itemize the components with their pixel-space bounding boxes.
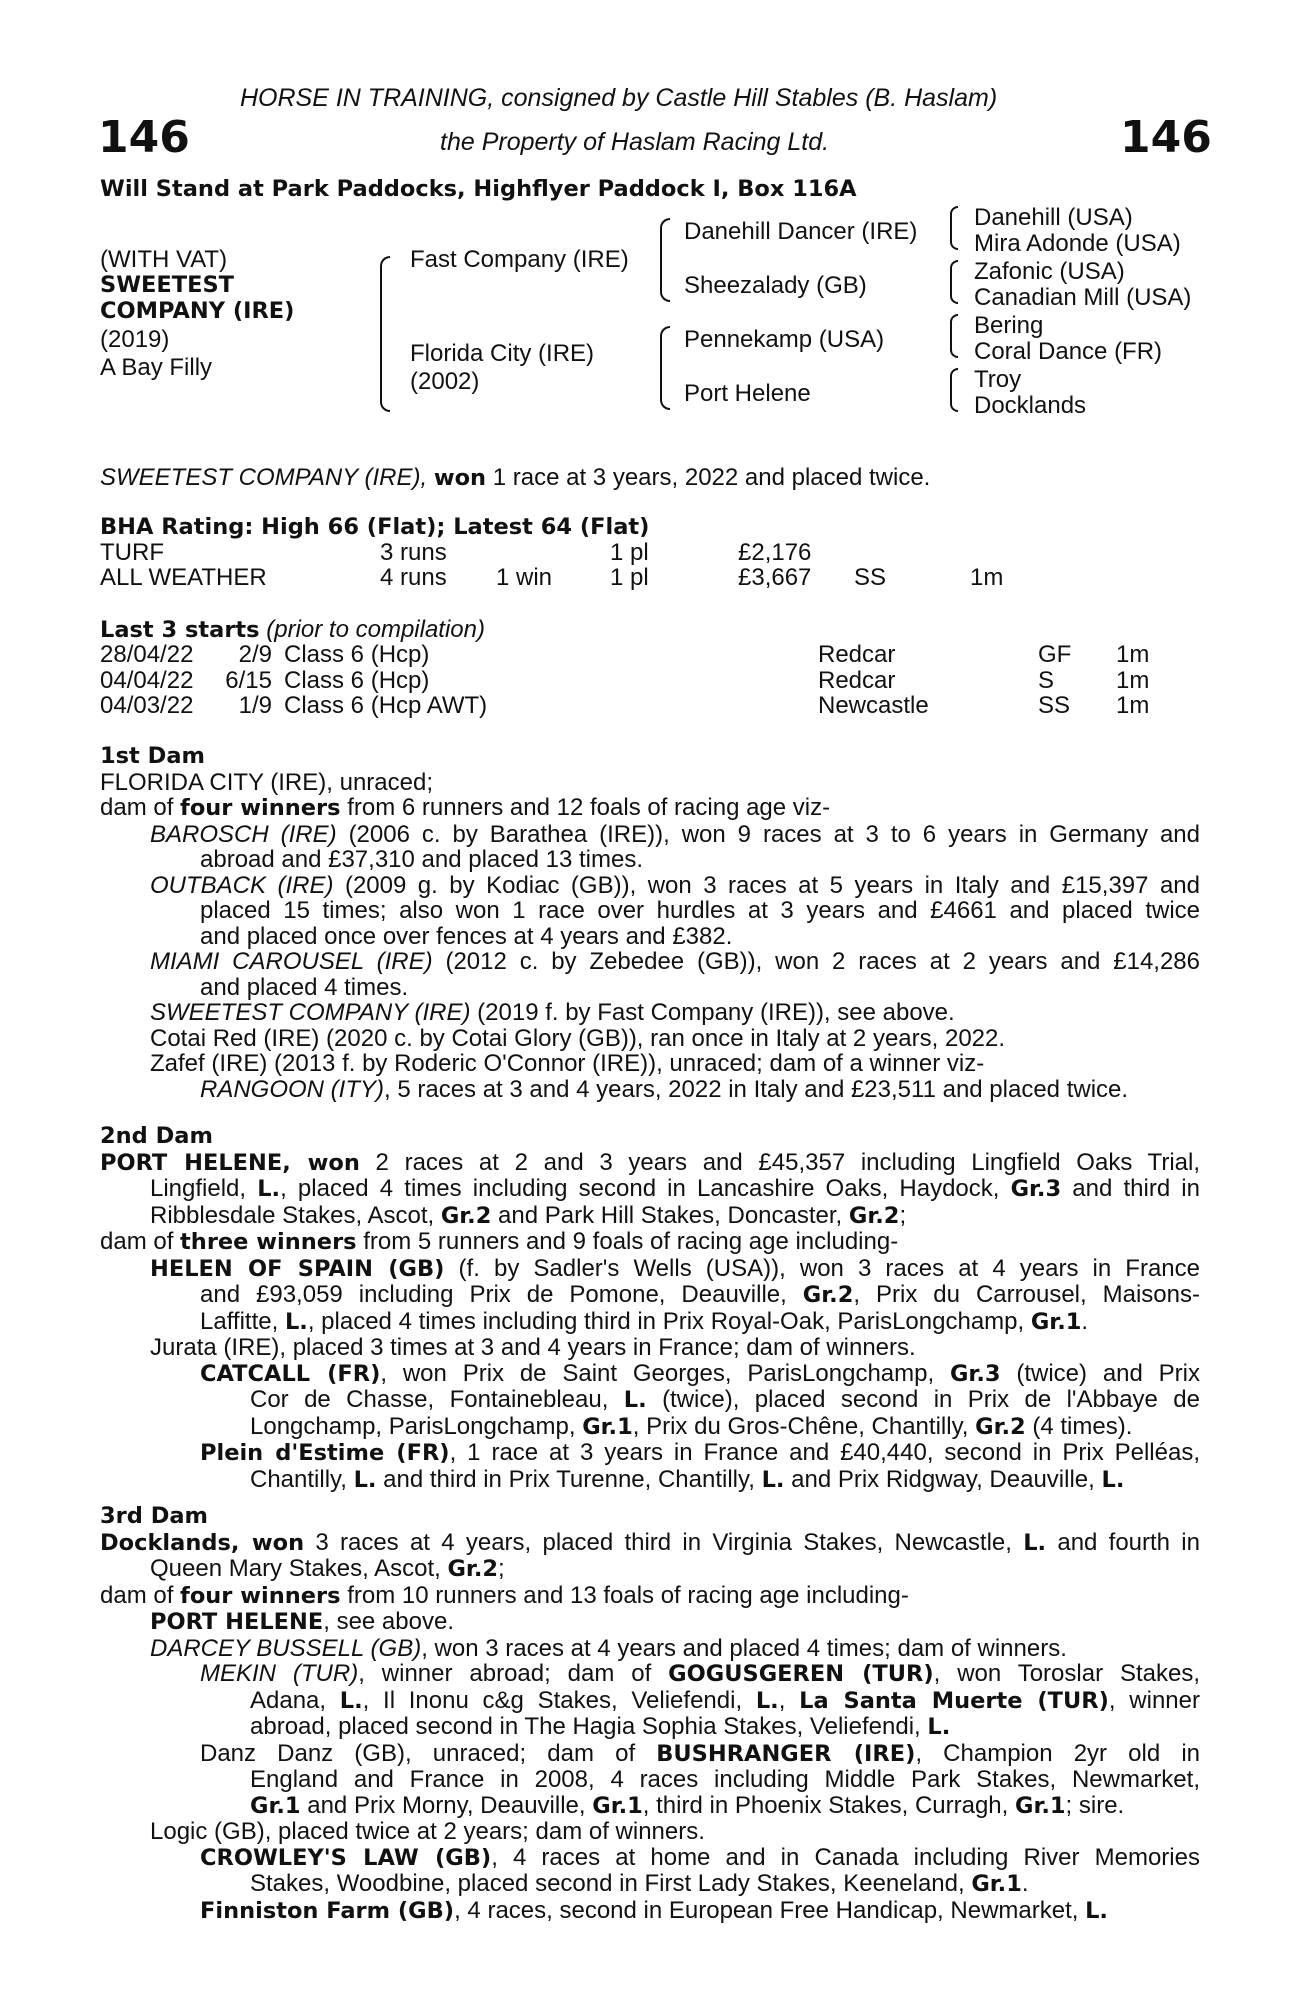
produce-danz: Danz Danz (GB), unraced; dam of BUSHRANGER (IRE), Champion 2yr old in	[200, 1739, 1201, 1767]
summary-won: won	[433, 465, 487, 491]
start-position: 1/9	[238, 692, 272, 719]
produce-catcall: CATCALL (FR), won Prix de Saint Georges, ParisLongchamp, Gr.3 (twice) and Prix	[200, 1359, 1201, 1387]
produce-outback-cont2: and placed once over fences at 4 years and £382.	[200, 922, 733, 950]
summary-rest: 1 race at 3 years, 2022 and placed twice.	[492, 464, 931, 491]
produce-zafef: Zafef (IRE) (2013 f. by Roderic O'Connor (IRE)), unraced; dam of a winner viz-	[150, 1050, 985, 1077]
produce-mekin-cont: Adana, L., Il Inonu c&g Stakes, Veliefendi, L., La Santa Muerte (TUR), winner	[250, 1686, 1200, 1714]
produce-miami: MIAMI CAROUSEL (IRE) (2012 c. by Zebedee (GB)), won 2 races at 2 years and £14,286	[150, 948, 1200, 975]
first-dam-produce-line: dam of four winners from 6 runners and 12 foals of racing age viz-	[100, 794, 831, 821]
second-dam-heading: 2nd Dam	[100, 1123, 213, 1149]
first-dam-line: FLORIDA CITY (IRE), unraced;	[100, 768, 433, 796]
start-distance: 1m	[1116, 641, 1150, 668]
produce-rangoon: RANGOON (ITY), 5 races at 3 and 4 years, 2022 in Italy and £23,511 and placed twice.	[200, 1075, 1129, 1103]
brace-g3	[950, 314, 958, 358]
last-starts-heading	[100, 616, 485, 644]
second-dam-line2: Lingfield, L., placed 4 times including second in Lancashire Oaks, Haydock, Gr.3 and third in	[150, 1175, 1200, 1202]
start-distance: 1m	[1116, 692, 1150, 719]
gsire-1: Danehill (USA)	[974, 204, 1133, 231]
property-line: the Property of Haslam Racing Ltd.	[440, 128, 830, 156]
second-dam-section	[100, 1124, 1200, 1493]
start-going: GF	[1038, 641, 1072, 668]
dam-dam: Port Helene	[684, 380, 811, 407]
produce-helen-cont: and £93,059 including Prix de Pomone, Deauville, Gr.2, Prix du Carrousel, Maisons-	[200, 1281, 1200, 1308]
rating-runs: 3 runs	[380, 539, 447, 566]
produce-mekin: MEKIN (TUR), winner abroad; dam of GOGUSGEREN (TUR), won Toroslar Stakes,	[200, 1660, 1201, 1687]
rating-surface: ALL WEATHER	[100, 564, 267, 591]
first-dam-heading: 1st Dam	[100, 743, 205, 769]
start-going: S	[1038, 666, 1055, 694]
brace-g2	[950, 260, 958, 304]
start-position: 2/9	[238, 641, 272, 668]
start-race: Class 6 (Hcp)	[284, 641, 430, 668]
vat-note: (WITH VAT)	[100, 246, 228, 273]
lot-number-left: 146	[98, 112, 190, 163]
rating-going: SS	[854, 564, 887, 591]
horse-name-line1: SWEETEST	[100, 272, 235, 298]
produce-outback-cont: placed 15 times; also won 1 race over hurdles at 3 years and £4661 and placed twice	[200, 897, 1200, 924]
produce-cotai: Cotai Red (IRE) (2020 c. by Cotai Glory (GB)), ran once in Italy at 2 years, 2022.	[150, 1024, 1006, 1052]
stand-line: Will Stand at Park Paddocks, Highflyer Paddock I, Box 116A	[100, 176, 857, 202]
produce-logic: Logic (GB), placed twice at 2 years; dam of winners.	[150, 1818, 705, 1845]
rating-prize: £2,176	[738, 539, 812, 566]
produce-plein-cont: Chantilly, L. and third in Prix Turenne, Chantilly, L. and Prix Ridgway, Deauville, L.	[250, 1465, 1125, 1493]
rating-prize: £3,667	[738, 564, 812, 591]
last-starts-table	[100, 642, 1149, 719]
third-dam-line1: Docklands, won 3 races at 4 years, placed third in Virginia Stakes, Newcastle, L. and fourth in	[100, 1528, 1200, 1556]
produce-danz-cont2: Gr.1 and Prix Morny, Deauville, Gr.1, third in Phoenix Stakes, Curragh, Gr.1; sire.	[250, 1791, 1125, 1819]
produce-barosch-cont: abroad and £37,310 and placed 13 times.	[200, 846, 644, 873]
produce-crowley-cont: Stakes, Woodbine, placed second in First Lady Stakes, Keeneland, Gr.1.	[250, 1870, 1029, 1897]
rating-wins: 1 win	[496, 564, 553, 591]
last-starts-title: Last 3 starts	[100, 617, 260, 643]
sire: Fast Company (IRE)	[410, 246, 629, 273]
produce-miami-cont: and placed 4 times.	[200, 973, 409, 1001]
start-date: 04/03/22	[100, 692, 194, 719]
start-date: 28/04/22	[100, 641, 194, 668]
produce-mekin-cont2: abroad, placed second in The Hagia Sophia Stakes, Veliefendi, L.	[250, 1713, 951, 1740]
gsire-4: Canadian Mill (USA)	[974, 284, 1192, 311]
horse-description: A Bay Filly	[100, 354, 213, 381]
horse-name-line2: COMPANY (IRE)	[100, 298, 295, 324]
gsire-2: Mira Adonde (USA)	[974, 230, 1181, 257]
table-row	[100, 540, 1003, 565]
produce-darcey: DARCEY BUSSELL (GB), won 3 races at 4 years and placed 4 times; dam of winners.	[150, 1634, 1067, 1662]
third-dam-heading: 3rd Dam	[100, 1503, 208, 1529]
horse-year: (2019)	[100, 326, 170, 353]
start-date: 04/04/22	[100, 666, 194, 694]
second-dam-line1: PORT HELENE, won 2 races at 2 and 3 years and £45,357 including Lingfield Oaks Trial,	[100, 1148, 1200, 1176]
gsire-8: Docklands	[974, 392, 1087, 419]
last-starts-note: (prior to compilation)	[266, 616, 485, 643]
second-dam-produce-line: dam of three winners from 5 runners and 9 foals of racing age including-	[100, 1228, 899, 1255]
rating-wins	[496, 540, 610, 565]
produce-finniston: Finniston Farm (GB), 4 races, second in European Free Handicap, Newmarket, L.	[200, 1896, 1108, 1924]
brace-g4	[950, 368, 958, 412]
gsire-3: Zafonic (USA)	[974, 258, 1125, 285]
start-race: Class 6 (Hcp)	[284, 666, 430, 694]
third-dam-line2: Queen Mary Stakes, Ascot, Gr.2;	[150, 1555, 505, 1582]
rating-placed: 1 pl	[610, 564, 649, 591]
consignor-line: HORSE IN TRAINING, consigned by Castle Hill Stables (B. Haslam)	[240, 84, 998, 112]
start-going: SS	[1038, 692, 1071, 719]
brace-sire	[660, 218, 670, 302]
sire-sire: Danehill Dancer (IRE)	[684, 218, 918, 245]
rating-going	[854, 540, 970, 565]
gsire-7: Troy	[974, 366, 1022, 393]
table-row	[100, 565, 1003, 590]
bha-rating-heading: BHA Rating: High 66 (Flat); Latest 64 (Flat)	[100, 514, 650, 540]
produce-plein: Plein d'Estime (FR), 1 race at 3 years in France and £40,440, second in Prix Pelléas,	[200, 1439, 1200, 1466]
brace-g1	[950, 206, 958, 250]
produce-barosch: BAROSCH (IRE) (2006 c. by Barathea (IRE)), won 9 races at 3 to 6 years in Germany and	[150, 820, 1200, 848]
produce-helen-cont2: Laffitte, L., placed 4 times including third in Prix Royal-Oak, ParisLongchamp, Gr.1.	[200, 1307, 1089, 1335]
second-dam-line3: Ribblesdale Stakes, Ascot, Gr.2 and Park Hill Stakes, Doncaster, Gr.2;	[150, 1201, 907, 1229]
summary-horse-name: SWEETEST COMPANY (IRE),	[100, 464, 428, 491]
start-course: Redcar	[818, 641, 896, 668]
table-row	[100, 668, 1149, 694]
produce-sweetest: SWEETEST COMPANY (IRE) (2019 f. by Fast Company (IRE)), see above.	[150, 999, 955, 1026]
race-summary	[100, 464, 930, 492]
start-race: Class 6 (Hcp AWT)	[284, 692, 488, 719]
table-row	[100, 642, 1149, 668]
produce-port-helene: PORT HELENE, see above.	[150, 1608, 454, 1635]
dam: Florida City (IRE)	[410, 340, 595, 367]
gsire-5: Bering	[974, 312, 1044, 339]
rating-distance	[970, 540, 1003, 565]
brace-dam	[660, 326, 670, 410]
third-dam-section	[100, 1504, 1200, 1924]
produce-outback: OUTBACK (IRE) (2009 g. by Kodiac (GB)), won 3 races at 5 years in Italy and £15,397 and	[150, 871, 1200, 899]
produce-catcall-cont2: Longchamp, ParisLongchamp, Gr.1, Prix du Gros-Chêne, Chantilly, Gr.2 (4 times).	[250, 1412, 1133, 1440]
start-position: 6/15	[225, 666, 272, 694]
rating-runs: 4 runs	[380, 564, 447, 591]
gsire-6: Coral Dance (FR)	[974, 338, 1163, 365]
rating-table	[100, 540, 1003, 590]
start-distance: 1m	[1116, 666, 1150, 694]
third-dam-produce-line: dam of four winners from 10 runners and 13 foals of racing age including-	[100, 1581, 909, 1609]
start-course: Newcastle	[818, 692, 929, 719]
start-course: Redcar	[818, 666, 896, 694]
first-dam-section	[100, 744, 1200, 1102]
produce-crowley: CROWLEY'S LAW (GB), 4 races at home and in Canada including River Memories	[200, 1843, 1200, 1871]
table-row	[100, 693, 1149, 719]
lot-number-right: 146	[1120, 112, 1212, 163]
produce-helen: HELEN OF SPAIN (GB) (f. by Sadler's Wells (USA)), won 3 races at 4 years in France	[150, 1254, 1201, 1282]
produce-danz-cont: England and France in 2008, 4 races including Middle Park Stakes, Newmarket,	[250, 1766, 1200, 1793]
rating-placed: 1 pl	[610, 539, 649, 566]
brace-main	[380, 256, 390, 412]
produce-jurata: Jurata (IRE), placed 3 times at 3 and 4 years in France; dam of winners.	[150, 1334, 916, 1361]
sire-dam: Sheezalady (GB)	[684, 272, 867, 299]
produce-catcall-cont: Cor de Chasse, Fontainebleau, L. (twice), placed second in Prix de l'Abbaye de	[250, 1386, 1200, 1413]
rating-distance: 1m	[970, 564, 1004, 591]
dam-year: (2002)	[410, 368, 480, 395]
rating-surface: TURF	[100, 539, 164, 566]
dam-sire: Pennekamp (USA)	[684, 326, 885, 353]
